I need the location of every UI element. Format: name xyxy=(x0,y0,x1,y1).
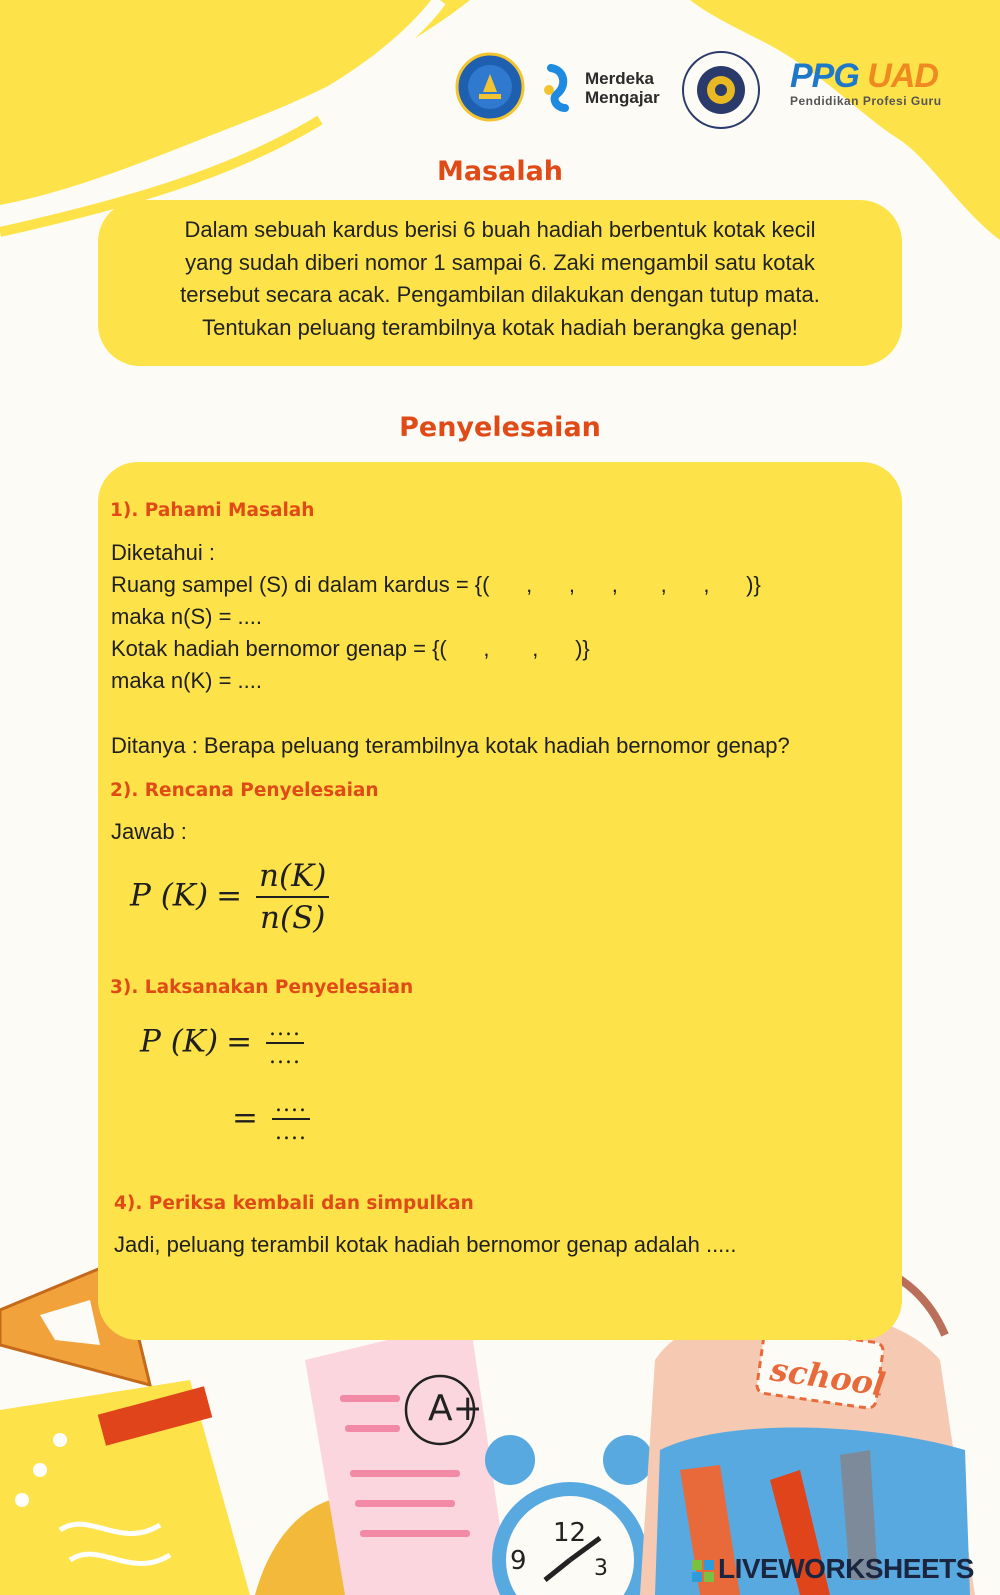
merdeka-line1: Merdeka xyxy=(585,69,654,88)
merdeka-line2: Mengajar xyxy=(585,88,660,107)
liveworksheets-logo-icon xyxy=(692,1560,714,1582)
calc-eq-1: = xyxy=(226,1023,253,1060)
step1-heading: 1). Pahami Masalah xyxy=(110,500,315,521)
ppg-text: PPG xyxy=(790,57,859,95)
sticky-note-decoration xyxy=(0,1380,250,1595)
tut-wuri-handayani-logo-icon xyxy=(455,52,525,122)
step1-question: Ditanya : Berapa peluang terambilnya kotak hadiah bernomor genap? xyxy=(111,733,790,758)
calculation-line-2 xyxy=(224,1094,310,1144)
problem-title: Masalah xyxy=(436,156,564,187)
step2-heading: 2). Rencana Penyelesaian xyxy=(110,780,379,801)
step3-heading: 3). Laksanakan Penyelesaian xyxy=(110,977,414,998)
logo-bar xyxy=(455,50,975,130)
step1-even-boxes[interactable]: Kotak hadiah bernomor genap = {( , , )} xyxy=(111,636,590,661)
calc-numerator-1[interactable]: .... xyxy=(266,1018,304,1044)
calculation-line-1 xyxy=(140,1018,304,1068)
step1-known-label: Diketahui : xyxy=(111,540,215,565)
clock-number-3: 3 xyxy=(594,1556,608,1581)
calc-denominator-2[interactable]: .... xyxy=(274,1120,307,1145)
problem-line: Dalam sebuah kardus berisi 6 buah hadiah berbentuk kotak kecil xyxy=(184,217,816,242)
grade-a-plus-text: A+ xyxy=(428,1388,483,1429)
step1-sample-space[interactable]: Ruang sampel (S) di dalam kardus = {( , , , , , )} xyxy=(111,572,761,597)
uad-text: UAD xyxy=(867,57,938,95)
calc-fraction-2[interactable] xyxy=(272,1094,310,1144)
formula-denominator: n(S) xyxy=(260,900,326,936)
problem-line: yang sudah diberi nomor 1 sampai 6. Zaki mengambil satu kotak xyxy=(185,249,815,275)
solution-title: Penyelesaian xyxy=(399,412,601,443)
step1-nk[interactable]: maka n(K) = .... xyxy=(111,668,262,693)
school-tag-text: school xyxy=(767,1350,888,1404)
step4-heading: 4). Periksa kembali dan simpulkan xyxy=(114,1193,474,1214)
calc-numerator-2[interactable]: .... xyxy=(272,1094,310,1120)
uad-university-seal-icon xyxy=(681,50,761,130)
probability-formula xyxy=(130,858,329,936)
step2-answer-label: Jawab : xyxy=(111,819,187,844)
problem-box xyxy=(98,200,902,366)
clock-number-9: 9 xyxy=(510,1546,527,1576)
calc-eq-2: = xyxy=(232,1099,258,1136)
merdeka-mengajar-icon xyxy=(543,64,579,112)
calc-fraction-1[interactable] xyxy=(266,1018,304,1068)
clock-number-12: 12 xyxy=(553,1518,587,1548)
calc-denominator-1[interactable]: .... xyxy=(269,1044,302,1069)
ppg-uad-logo xyxy=(790,58,942,108)
formula-eq: = xyxy=(216,877,243,914)
formula-fraction xyxy=(256,858,329,936)
watermark-text: LIVEWORKSHEETS xyxy=(718,1553,974,1584)
formula-numerator: n(K) xyxy=(256,858,329,898)
liveworksheets-watermark xyxy=(692,1553,974,1585)
problem-line: tersebut secara acak. Pengambilan dilakukan dengan tutup mata. xyxy=(180,282,820,307)
calc-lhs: P (K) xyxy=(140,1023,219,1060)
merdeka-mengajar-logo xyxy=(543,64,660,112)
step4-conclusion[interactable]: Jadi, peluang terambil kotak hadiah bernomor genap adalah ..... xyxy=(114,1232,737,1257)
problem-line: Tentukan peluang terambilnya kotak hadiah berangka genap! xyxy=(202,314,798,340)
formula-lhs: P (K) xyxy=(130,877,209,914)
step1-ns[interactable]: maka n(S) = .... xyxy=(111,604,262,629)
ppg-subtitle: Pendidikan Profesi Guru xyxy=(790,94,942,108)
